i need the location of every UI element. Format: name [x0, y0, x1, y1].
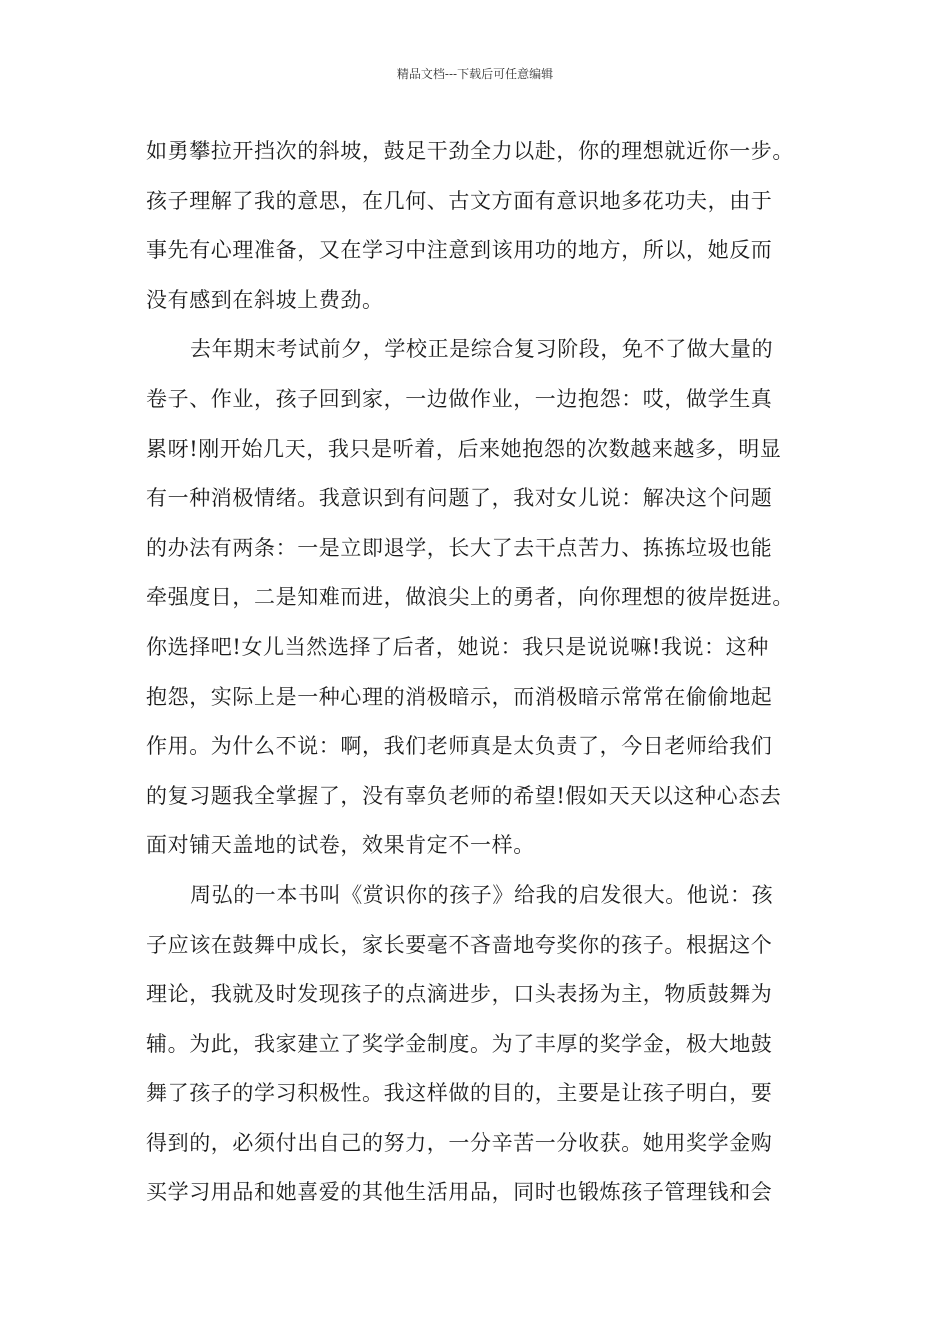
text-line: 买学习用品和她喜爱的其他生活用品，同时也锻炼孩子管理钱和会 — [146, 1180, 773, 1205]
text-line: 卷子、作业，孩子回到家，一边做作业，一边抱怨：哎，做学生真 — [146, 386, 773, 411]
text-line: 的复习题我全掌握了，没有辜负老师的希望!假如天天以这种心态去 — [146, 783, 782, 808]
paragraph-first-line: 周弘的一本书叫《赏识你的孩子》给我的启发很大。他说：孩 — [190, 882, 774, 907]
text-line: 舞了孩子的学习积极性。我这样做的目的，主要是让孩子明白，要 — [146, 1081, 773, 1106]
text-line: 面对铺天盖地的试卷，效果肯定不一样。 — [146, 833, 535, 858]
text-line: 如勇攀拉开挡次的斜坡，鼓足干劲全力以赴，你的理想就近你一步。 — [146, 139, 794, 163]
text-line: 没有感到在斜坡上费劲。 — [146, 287, 384, 312]
text-line: 辅。为此，我家建立了奖学金制度。为了丰厚的奖学金，极大地鼓 — [146, 1031, 773, 1056]
paragraph-first-line: 去年期末考试前夕，学校正是综合复习阶段，免不了做大量的 — [190, 337, 774, 362]
text-line: 作用。为什么不说：啊，我们老师真是太负责了，今日老师给我们 — [146, 734, 773, 759]
text-line: 得到的，必须付出自己的努力，一分辛苦一分收获。她用奖学金购 — [146, 1130, 773, 1155]
text-line: 你选择吧!女儿当然选择了后者，她说：我只是说说嘛!我说：这种 — [146, 634, 769, 659]
text-line: 累呀!刚开始几天，我只是听着，后来她抱怨的次数越来越多，明显 — [146, 436, 782, 461]
text-line: 牵强度日，二是知难而进，做浪尖上的勇者，向你理想的彼岸挺进。 — [146, 585, 794, 610]
text-line: 的办法有两条：一是立即退学，长大了去干点苦力、拣拣垃圾也能 — [146, 535, 773, 560]
document-body — [146, 127, 826, 1218]
page-header: 精品文档---下载后可任意编辑 — [396, 67, 554, 81]
text-line: 事先有心理准备，又在学习中注意到该用功的地方，所以，她反而 — [146, 238, 773, 263]
text-line: 有一种消极情绪。我意识到有问题了，我对女儿说：解决这个问题 — [146, 486, 773, 511]
text-line: 抱怨，实际上是一种心理的消极暗示，而消极暗示常常在偷偷地起 — [146, 684, 773, 709]
text-line: 孩子理解了我的意思，在几何、古文方面有意识地多花功夫，由于 — [146, 188, 773, 213]
text-line: 子应该在鼓舞中成长，家长要毫不吝啬地夸奖你的孩子。根据这个 — [146, 932, 773, 957]
text-line: 理论，我就及时发现孩子的点滴进步，口头表扬为主，物质鼓舞为 — [146, 982, 773, 1007]
